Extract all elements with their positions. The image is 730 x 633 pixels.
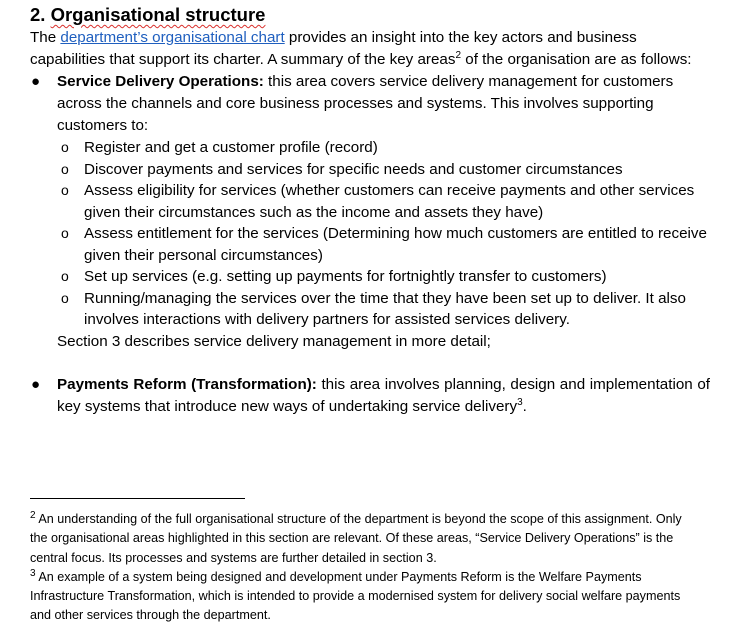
intro-text-middle: provides an insight into the key actors and business capabilities that support its charter. A summary of the key areas xyxy=(30,29,637,68)
footnote-3 xyxy=(30,568,700,626)
footnote-text: An example of a system being designed and development under Payments Reform is the Welfare Payments Infrastructure Transformation, which is intended to provide a modernised system for delivery social welfare payments and other services through the department. xyxy=(30,569,681,623)
circle-bullet-icon: o xyxy=(61,289,69,306)
sub-list-item xyxy=(30,223,710,266)
sub-list-item xyxy=(30,288,710,331)
bullet-label: Payments Reform (Transformation): xyxy=(57,375,317,393)
key-areas-list xyxy=(30,71,710,418)
footnote-mark: 2 xyxy=(30,510,36,521)
footnote-ref-3[interactable]: 3 xyxy=(517,396,523,408)
sub-list xyxy=(30,137,710,331)
sub-list-item xyxy=(30,137,710,159)
sub-item-text: Discover payments and services for specific needs and customer circumstances xyxy=(84,160,623,178)
footnote-mark: 3 xyxy=(30,567,36,579)
footnote-ref-2[interactable]: 2 xyxy=(455,50,462,61)
circle-bullet-icon: o xyxy=(61,139,69,155)
sub-item-text: Register and get a customer profile (record) xyxy=(84,139,378,156)
circle-bullet-icon: o xyxy=(61,160,69,177)
bullet-icon: ● xyxy=(31,375,41,393)
circle-bullet-icon: o xyxy=(61,268,69,284)
bullet-text-end: . xyxy=(522,397,527,415)
sub-list-item xyxy=(30,159,710,181)
footnote-separator xyxy=(30,498,245,499)
list-item-payments-reform xyxy=(30,374,710,418)
footnotes xyxy=(30,510,700,626)
circle-bullet-icon: o xyxy=(61,182,69,198)
section-title: Organisational structure xyxy=(50,4,266,25)
intro-paragraph xyxy=(30,27,710,71)
sub-item-text: Assess entitlement for the services (Determining how much customers are entitled to receive given their personal circumstances) xyxy=(84,225,707,264)
bullet-label: Service Delivery Operations: xyxy=(57,73,264,90)
section-number: 2. xyxy=(30,4,46,25)
bullet-icon: ● xyxy=(31,73,41,90)
intro-text-end: of the organisation are as follows: xyxy=(461,51,692,68)
sub-list-item xyxy=(30,266,710,288)
sub-item-text: Running/managing the services over the time that they have been set up to deliver. It also involves interactions with delivery partners for assisted services delivery. xyxy=(84,289,686,328)
footnote-text: An understanding of the full organisational structure of the department is beyond the scope of this assignment. Only the organisational areas highlighted in this section are relevant. Of these areas, “Service Delivery Operations” is the central focus. Its processes and systems are further detailed in section 3. xyxy=(30,512,682,565)
section-3-note: Section 3 describes service delivery management in more detail; xyxy=(57,332,491,350)
section-heading xyxy=(30,4,710,26)
document-page xyxy=(30,4,710,418)
circle-bullet-icon: o xyxy=(61,225,69,241)
list-item-service-delivery xyxy=(30,71,710,353)
bullet-text: this area involves planning, design and implementation of key systems that introduce new ways of undertaking service delivery xyxy=(57,375,711,415)
org-chart-link[interactable]: department’s organisational chart xyxy=(60,29,285,46)
intro-text-start: The xyxy=(30,29,61,46)
sub-list-item xyxy=(30,180,710,223)
footnote-2 xyxy=(30,510,700,568)
sub-item-text: Set up services (e.g. setting up payments for fortnightly transfer to customers) xyxy=(84,268,607,285)
sub-item-text: Assess eligibility for services (whether customers can receive payments and other services given their circumstances such as the income and assets they have) xyxy=(84,182,695,221)
bullet-text: this area covers service delivery management for customers across the channels and core business processes and systems. This involves supporting customers to: xyxy=(57,73,674,134)
